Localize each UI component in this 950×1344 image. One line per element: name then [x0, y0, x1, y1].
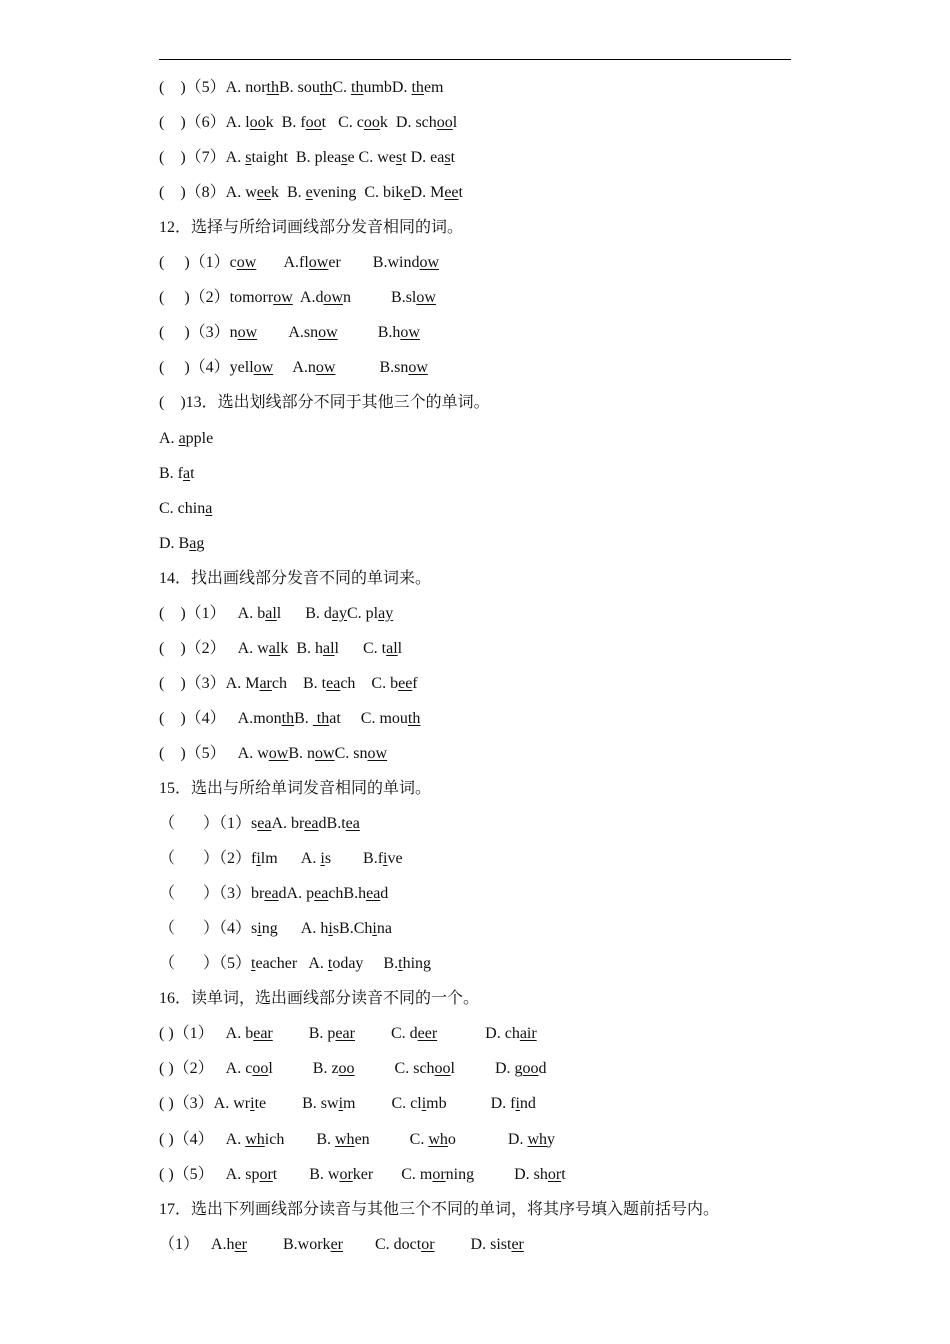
- underlined-letters: ear: [253, 1025, 273, 1043]
- line-text: （ ）（3）br: [159, 885, 265, 903]
- question-line: [159, 639, 402, 659]
- underlined-letters: ow: [367, 744, 388, 762]
- underlined-letters: ow: [408, 359, 428, 377]
- question-line: [159, 954, 431, 974]
- line-text: er B.wind: [328, 254, 420, 272]
- line-text: ch B. t: [271, 674, 327, 692]
- line-text: （ ）（4）s: [159, 920, 258, 938]
- line-text: ( )（2）tomorr: [159, 289, 274, 307]
- question-heading: [159, 779, 431, 799]
- line-text: t: [190, 464, 195, 482]
- line-text: na: [376, 920, 392, 938]
- line-text: f: [412, 674, 418, 692]
- line-text: t: [450, 149, 456, 167]
- underlined-letters: al: [265, 604, 277, 622]
- underlined-letters: ow: [419, 254, 440, 272]
- question-line: [159, 429, 213, 449]
- underlined-letters: al: [323, 639, 335, 657]
- line-text: dB.t: [318, 815, 346, 833]
- line-text: lm A.: [260, 850, 321, 868]
- line-text: A.n: [273, 359, 316, 377]
- underlined-letters: th: [411, 79, 424, 96]
- line-text: D. sist: [434, 1235, 512, 1253]
- question-line: [159, 674, 418, 694]
- line-text: B.: [294, 709, 313, 727]
- underlined-letters: ow: [268, 744, 289, 762]
- question-line: [159, 1094, 536, 1114]
- line-text: ( )13．选出划线部分不同于其他三个的单词。: [159, 394, 490, 412]
- line-text: t: [561, 1165, 566, 1183]
- line-text: l C. t: [334, 639, 387, 657]
- line-text: C.: [332, 79, 352, 96]
- underlined-letters: eer: [417, 1025, 438, 1043]
- line-text: A.: [159, 429, 179, 447]
- line-text: A.d: [292, 289, 324, 307]
- line-text: D. ch: [437, 1025, 520, 1043]
- line-text: k D. sch: [379, 114, 437, 132]
- line-text: y: [547, 1130, 556, 1148]
- line-text: t B. w: [272, 1165, 340, 1183]
- line-text: ve: [387, 850, 403, 868]
- underlined-letters: or: [339, 1165, 353, 1183]
- underlined-letters: i: [250, 1095, 255, 1113]
- underlined-letters: ow: [273, 289, 293, 307]
- underlined-letters: al: [268, 639, 281, 657]
- underlined-letters: ear: [335, 1025, 355, 1043]
- line-text: chB.h: [328, 885, 367, 903]
- line-text: C. d: [354, 1025, 418, 1043]
- underlined-letters: a: [178, 429, 186, 447]
- line-text: A.fl: [256, 254, 309, 272]
- underlined-letters: wh: [335, 1130, 355, 1148]
- line-text: n B.sl: [343, 289, 417, 307]
- question-line: [159, 744, 387, 764]
- underlined-letters: th: [407, 709, 421, 727]
- underlined-letters: t: [327, 955, 333, 973]
- underlined-letters: ow: [318, 324, 338, 342]
- underlined-letters: e: [403, 184, 411, 202]
- line-text: t: [458, 184, 463, 202]
- underlined-letters: i: [338, 1095, 344, 1113]
- line-text: s B.f: [324, 850, 384, 868]
- question-heading: [159, 218, 463, 238]
- line-text: D. B: [159, 534, 190, 552]
- line-text: （1） A.h: [159, 1235, 235, 1253]
- underlined-letters: ea: [366, 885, 381, 903]
- line-text: k B. f: [265, 114, 306, 132]
- question-line: [159, 148, 455, 168]
- line-text: d: [538, 1060, 547, 1078]
- line-text: C. chin: [159, 499, 206, 517]
- question-line: [159, 1130, 555, 1150]
- line-text: ker C. m: [352, 1165, 433, 1183]
- question-line: [159, 288, 436, 308]
- line-text: ( )（8）A. w: [159, 184, 257, 202]
- question-line: [159, 323, 420, 343]
- question-line: [159, 604, 393, 624]
- underlined-letters: wh: [245, 1130, 265, 1148]
- question-line: [159, 814, 360, 834]
- underlined-letters: ow: [416, 289, 436, 307]
- line-text: ning D. sh: [445, 1165, 548, 1183]
- line-text: ich B.: [264, 1130, 335, 1148]
- line-text: ( )（5）A. nor: [159, 79, 267, 96]
- line-text: l: [452, 114, 458, 132]
- underlined-letters: th: [351, 79, 364, 96]
- question-heading: [159, 569, 431, 589]
- question-line: [159, 253, 439, 273]
- line-text: ( )（2） A. w: [159, 639, 269, 657]
- question-line: [159, 1024, 537, 1044]
- line-text: ( )（4） A.mon: [159, 709, 282, 727]
- line-text: 14．找出画线部分发音不同的单词来。: [159, 569, 432, 587]
- line-text: en C.: [354, 1130, 429, 1148]
- underlined-letters: ow: [308, 254, 329, 272]
- line-text: C. pl: [347, 604, 379, 622]
- underlined-letters: s: [245, 149, 252, 167]
- line-text: ( )（5） A. sp: [159, 1165, 260, 1183]
- line-text: ( )（1） A. b: [159, 1025, 254, 1043]
- underlined-letters: oo: [252, 1060, 269, 1078]
- underlined-letters: i: [257, 920, 262, 938]
- underlined-letters: wh: [527, 1130, 548, 1148]
- underlined-letters: air: [519, 1025, 537, 1043]
- line-text: m C. cl: [343, 1095, 422, 1113]
- question-line: [159, 113, 457, 133]
- line-text: at C. mou: [329, 709, 408, 727]
- underlined-letters: ow: [237, 324, 258, 342]
- line-text: 16．读单词，选出画线部分读音不同的一个。: [159, 990, 480, 1008]
- underlined-letters: ea: [345, 815, 360, 833]
- line-text: ( )（4） A.: [159, 1130, 246, 1148]
- underlined-letters: ow: [236, 254, 257, 272]
- underlined-letters: ow: [400, 324, 420, 342]
- line-text: B.work: [247, 1235, 331, 1253]
- line-text: mb D. f: [426, 1095, 516, 1113]
- line-text: l B. z: [268, 1060, 339, 1078]
- line-text: hing: [402, 955, 432, 973]
- line-text: ( )（3）A. M: [159, 674, 260, 692]
- line-text: l: [397, 639, 403, 657]
- line-text: （ ）（2）f: [159, 850, 257, 868]
- underlined-letters: er: [234, 1235, 247, 1253]
- underlined-letters: ea: [257, 815, 272, 833]
- line-text: A. br: [271, 815, 305, 833]
- line-text: t C. c: [321, 114, 364, 132]
- question-line: [159, 709, 420, 729]
- underlined-letters: or: [259, 1165, 273, 1183]
- line-text: （ ）（1）s: [159, 815, 258, 833]
- line-text: 15．选出与所给单词发音相同的单词。: [159, 780, 432, 797]
- line-text: oday B.: [332, 955, 399, 973]
- question-heading: [159, 989, 479, 1009]
- line-text: ( )（2） A. c: [159, 1060, 253, 1078]
- line-text: ( )（5） A. w: [159, 744, 269, 762]
- line-text: te B. sw: [254, 1095, 339, 1113]
- line-text: B. sou: [279, 79, 320, 96]
- question-line: [159, 534, 204, 554]
- line-text: B. p: [272, 1025, 336, 1043]
- underlined-letters: s: [341, 149, 348, 167]
- underlined-letters: th: [319, 79, 333, 96]
- question-line: [159, 1235, 524, 1255]
- line-text: ( )（3）A. wr: [159, 1095, 251, 1113]
- underlined-letters: oo: [434, 1060, 451, 1078]
- line-text: 17．选出下列画线部分读音与其他三个不同的单词，将其序号填入题前括号内。: [159, 1200, 720, 1218]
- underlined-letters: t: [398, 955, 403, 973]
- line-text: C. sn: [334, 744, 368, 762]
- line-text: eacher A.: [255, 955, 328, 973]
- line-text: o D.: [447, 1130, 528, 1148]
- line-text: pple: [185, 429, 214, 447]
- underlined-letters: ee: [444, 184, 459, 202]
- line-text: l D. g: [450, 1060, 523, 1078]
- line-text: ( )（1） A. b: [159, 604, 266, 622]
- underlined-letters: oo: [363, 114, 380, 132]
- underlined-letters: th: [312, 709, 330, 727]
- line-text: umbD.: [363, 79, 412, 96]
- question-line: [159, 78, 443, 98]
- line-text: vening C. bik: [312, 184, 404, 202]
- underlined-letters: oo: [338, 1060, 355, 1078]
- underlined-letters: ee: [398, 674, 413, 692]
- underlined-letters: s: [444, 149, 451, 167]
- line-text: C. sch: [354, 1060, 435, 1078]
- question-line: [159, 499, 212, 519]
- line-text: ( )（1）c: [159, 254, 237, 272]
- question-line: [159, 183, 463, 203]
- line-text: ( )（7）A.: [159, 149, 246, 167]
- underlined-letters: ow: [253, 359, 274, 377]
- line-text: ch C. b: [340, 674, 399, 692]
- underlined-letters: ar: [259, 674, 272, 692]
- line-text: k B.: [270, 184, 306, 202]
- line-text: d: [380, 885, 389, 903]
- underlined-letters: ee: [256, 184, 271, 202]
- underlined-letters: ay: [331, 604, 347, 622]
- line-text: B.sn: [335, 359, 409, 377]
- question-line: [159, 358, 428, 378]
- underlined-letters: ow: [315, 744, 335, 762]
- line-text: D. M: [410, 184, 445, 202]
- line-text: sB.Ch: [332, 920, 373, 938]
- line-text: B. n: [288, 744, 316, 762]
- underlined-letters: s: [395, 149, 403, 167]
- line-text: 12．选择与所给词画线部分发音相同的词。: [159, 219, 464, 237]
- line-text: B. f: [159, 464, 183, 482]
- underlined-letters: th: [266, 79, 279, 96]
- underlined-letters: al: [386, 639, 398, 657]
- underlined-letters: th: [281, 709, 295, 727]
- line-text: ( )（4）yell: [159, 359, 254, 377]
- line-text: em: [423, 79, 444, 96]
- underlined-letters: i: [383, 850, 388, 868]
- underlined-letters: a: [183, 464, 191, 482]
- line-text: ( )（3）n: [159, 324, 238, 342]
- question-line: [159, 849, 403, 869]
- underlined-letters: ea: [304, 815, 319, 833]
- underlined-letters: er: [511, 1235, 524, 1253]
- underlined-letters: ay: [378, 604, 394, 622]
- question-line: [159, 884, 388, 904]
- underlined-letters: e: [305, 184, 313, 202]
- underlined-letters: oo: [249, 114, 266, 132]
- underlined-letters: ea: [326, 674, 341, 692]
- underlined-letters: i: [256, 850, 261, 868]
- underlined-letters: i: [320, 850, 325, 868]
- underlined-letters: oo: [436, 114, 453, 132]
- line-text: e C. we: [347, 149, 396, 167]
- underlined-letters: i: [328, 920, 333, 938]
- line-text: g: [196, 534, 205, 552]
- underlined-letters: ow: [315, 359, 336, 377]
- question-heading: [159, 1200, 719, 1220]
- underlined-letters: er: [330, 1235, 343, 1253]
- underlined-letters: oo: [522, 1060, 539, 1078]
- line-text: dA. p: [278, 885, 315, 903]
- question-heading: [159, 393, 490, 413]
- underlined-letters: i: [372, 920, 377, 938]
- line-text: nd: [519, 1095, 536, 1113]
- underlined-letters: t: [251, 955, 256, 973]
- underlined-letters: a: [189, 534, 197, 552]
- line-text: t D. ea: [402, 149, 445, 167]
- question-line: [159, 1059, 547, 1079]
- underlined-letters: wh: [428, 1130, 448, 1148]
- underlined-letters: or: [432, 1165, 446, 1183]
- underlined-letters: i: [421, 1095, 427, 1113]
- line-text: ng A. h: [261, 920, 329, 938]
- line-text: taight B. plea: [251, 149, 342, 167]
- underlined-letters: or: [421, 1235, 435, 1253]
- underlined-letters: oo: [305, 114, 322, 132]
- line-text: k B. h: [280, 639, 323, 657]
- question-line: [159, 1165, 566, 1185]
- line-text: A.sn: [257, 324, 319, 342]
- line-text: C. doct: [343, 1235, 422, 1253]
- question-line: [159, 919, 392, 939]
- question-line: [159, 464, 195, 484]
- line-text: ( )（6）A. l: [159, 114, 250, 132]
- underlined-letters: ea: [264, 885, 279, 903]
- line-text: B.h: [337, 324, 401, 342]
- line-text: l B. d: [276, 604, 332, 622]
- underlined-letters: or: [547, 1165, 562, 1183]
- line-text: （ ）（5）: [159, 955, 252, 973]
- underlined-letters: i: [515, 1095, 520, 1113]
- underlined-letters: ea: [314, 885, 329, 903]
- underlined-letters: ow: [323, 289, 344, 307]
- underlined-letters: a: [205, 499, 213, 517]
